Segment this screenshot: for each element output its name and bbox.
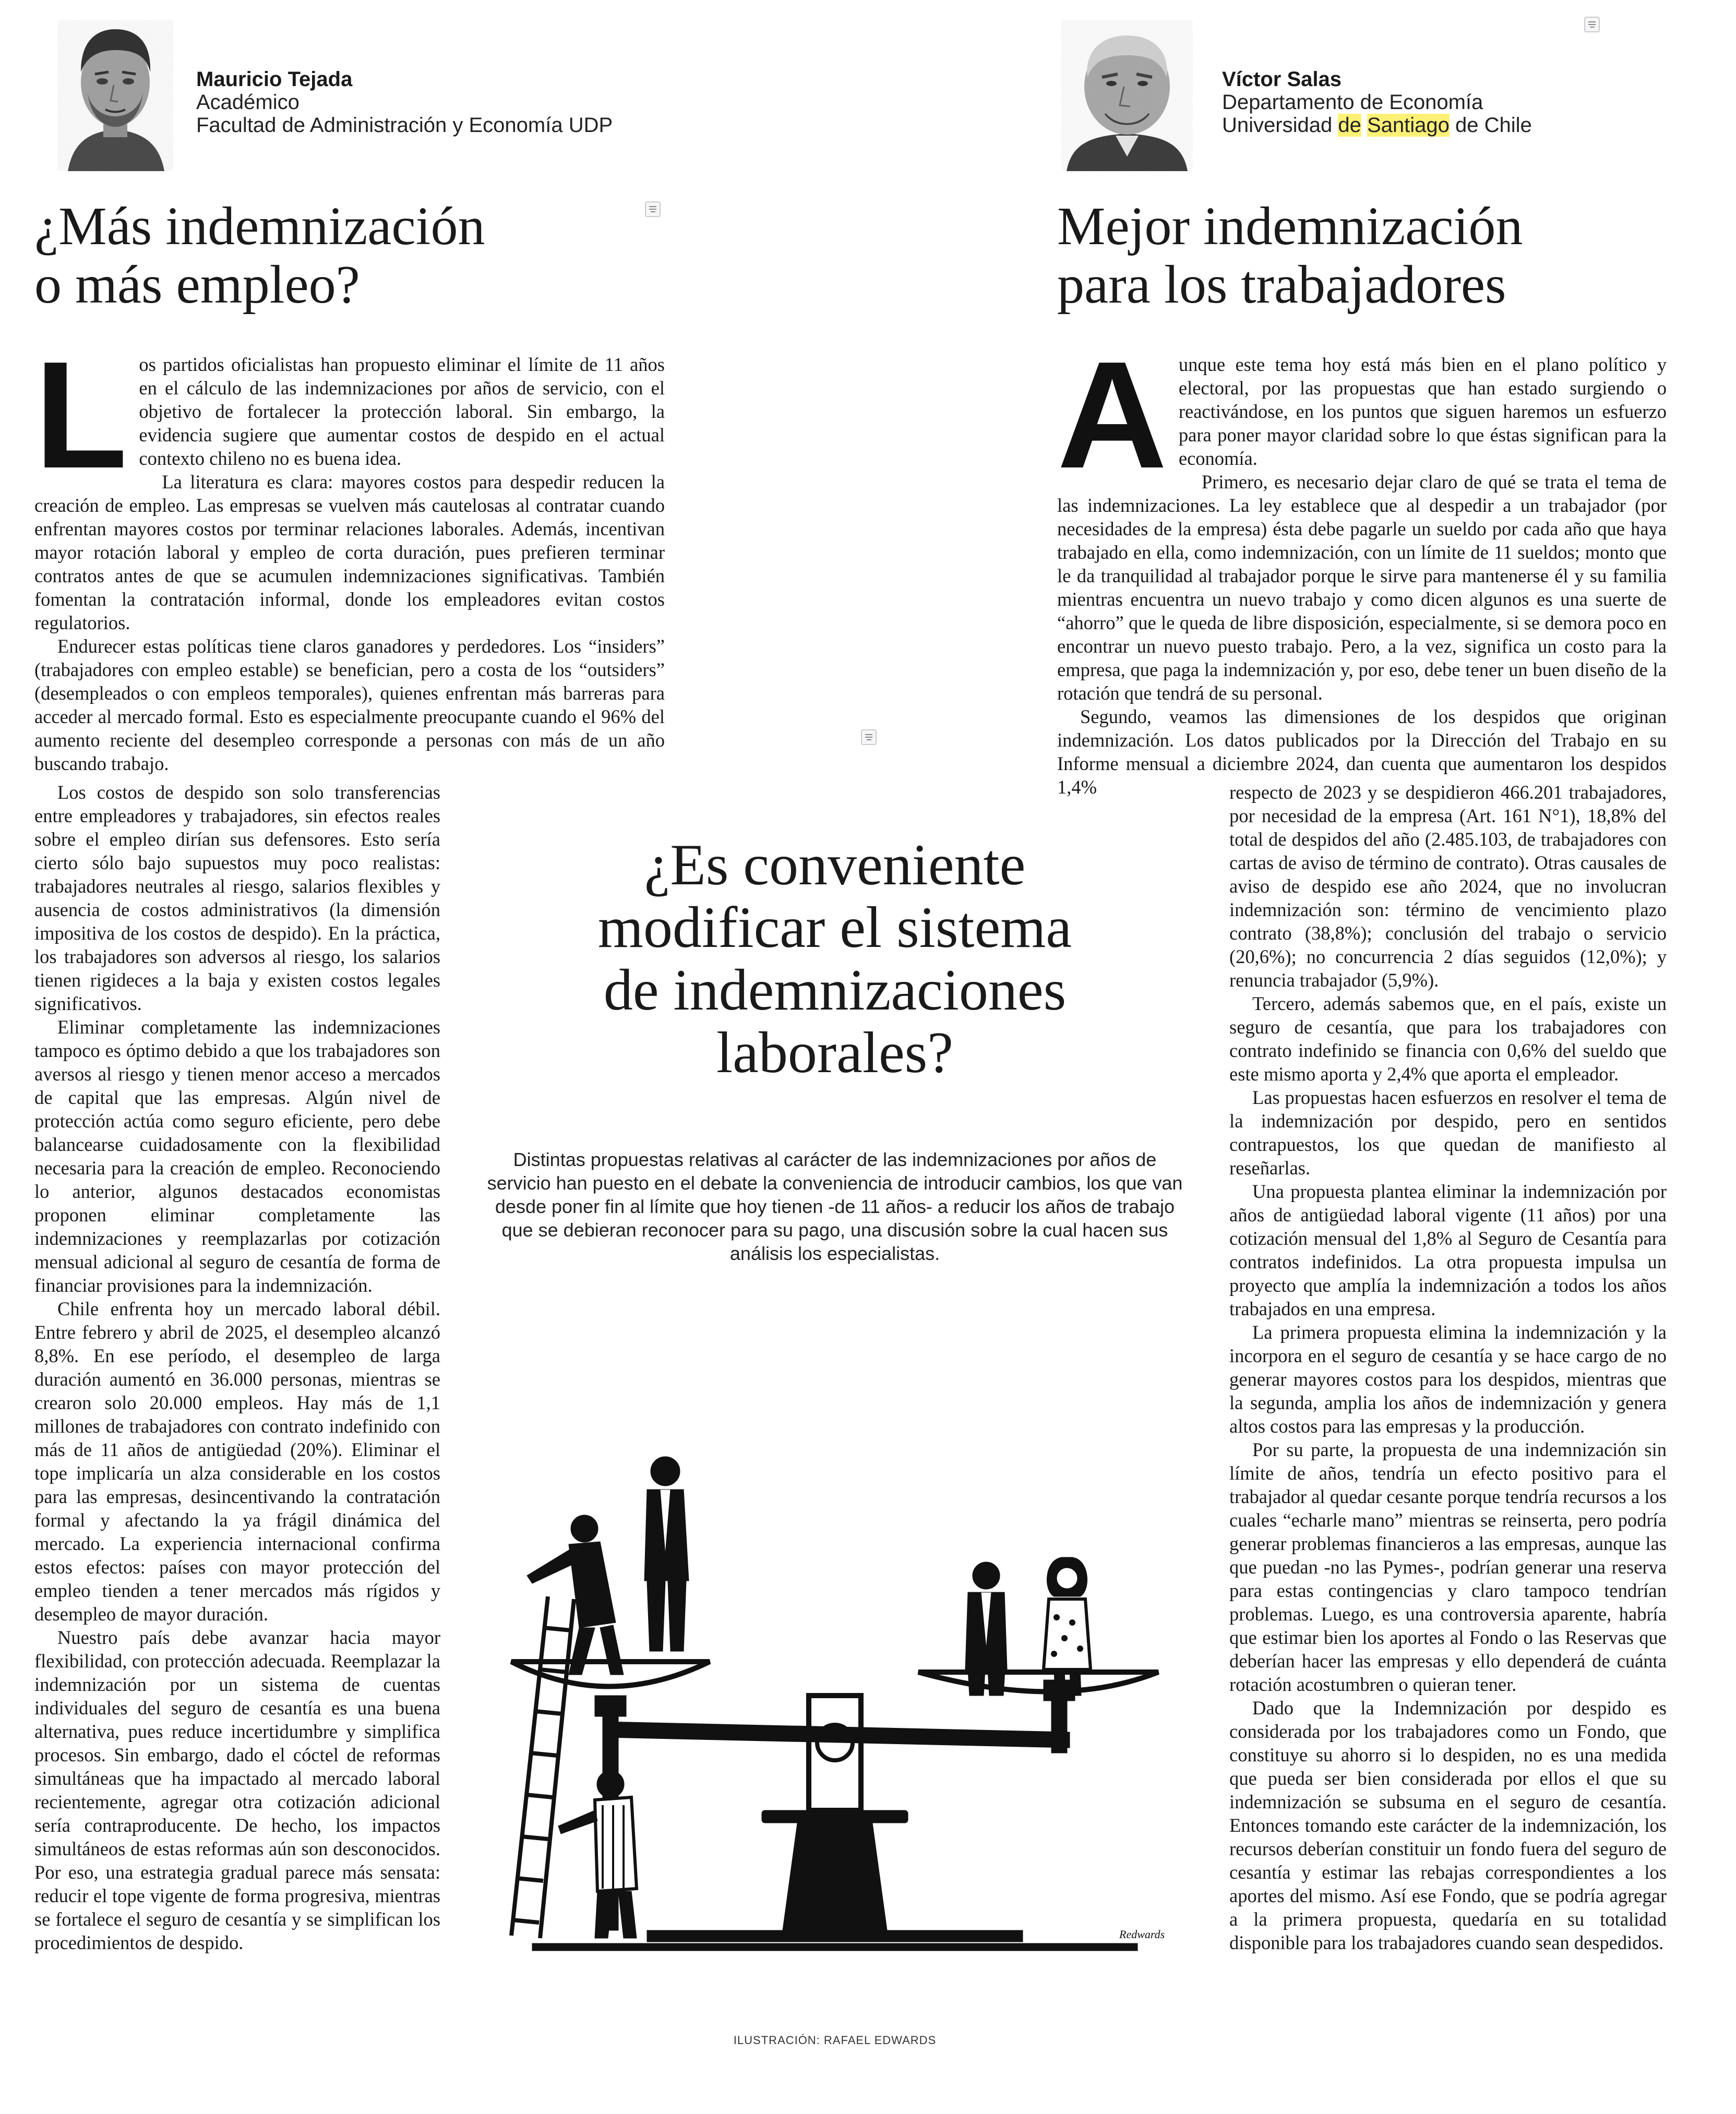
right-headline-line: para los trabajadores bbox=[1057, 255, 1506, 315]
paragraph: Dado que la Indemnización por despido es considerada por los trabajadores como un Fondo, que constituye su ahorro si lo despiden, no es una medida que pueda ser bien considerada por ellos el que su indemnización se subsuma en el seguro de cesantía. Entonces tomando este carácter de la indemnización, los recursos deberían constituir un fondo fuera del seguro de cesantía y estimar las rebajas correspondientes a los aportes del mismo. Así ese Fondo, que se podría agregar a la primera propuesta, quedaría en su totalidad disponible para los trabajadores cuando sean despedidos. bbox=[1229, 1697, 1667, 1953]
right-article-narrow bbox=[1229, 780, 1667, 1954]
paragraph: Una propuesta plantea eliminar la indemnización por años de antigüedad laboral vigente (11 años) por una cotización mensual del 1,8% al Seguro de Cesantía para contratos indefinidos. La otra propuesta impulsa un proyecto que amplía la indemnización a todos los años trabajados en una empresa. bbox=[1229, 1181, 1667, 1319]
left-headline-line: o más empleo? bbox=[34, 255, 360, 315]
author-role: Departamento de Economía bbox=[1222, 91, 1483, 114]
paragraph: La literatura es clara: mayores costos para despedir reducen la creación de empleo. Las empresas se vuelven más cautelosas al contratar cuando enfrentan mayores costos por terminar relaciones laborales. Además, incentivan mayor rotación laboral y empleo de corta duración, pues prefieren terminar contratos antes de que se acumulen indemnizaciones significativas. También fomentan la contratación informal, donde los empleadores evitan costos regulatorios. bbox=[34, 471, 665, 633]
left-headline bbox=[34, 197, 661, 314]
paragraph: Segundo, veamos las dimensiones de los despidos que originan indemnización. Los datos publicados por la Dirección del Trabajo en su Informe mensual a diciembre 2024, dan cuenta que aumentaron los despidos 1,4% bbox=[1057, 706, 1667, 798]
left-article-wide bbox=[34, 330, 665, 775]
main-question-line: laborales? bbox=[716, 1020, 953, 1085]
main-question-line: modificar el sistema bbox=[597, 895, 1072, 960]
paragraph: Endurecer estas políticas tiene claros ganadores y perdedores. Los “insiders” (trabajadores con empleo estable) se benefician, pero a costa de los “outsiders” (desempleados o con empleos temporales), quienes enfrentan más barreras para acceder al mercado formal. Esto es especialmente preocupante cuando el 96% del aumento reciente del desempleo corresponde a personas con más de un año buscando trabajo. bbox=[34, 635, 665, 774]
highlighted-text[interactable]: Santiago bbox=[1367, 114, 1450, 137]
paragraph: unque este tema hoy está más bien en el plano político y electoral, por las propuestas que han estado surgiendo o reactivándose, en los puntos que siguen haremos un esfuerzo para poner mayor claridad sobre lo que éstas significan para la economía. bbox=[1178, 354, 1667, 469]
right-article-wide bbox=[1057, 330, 1667, 799]
main-question-line: de indemnizaciones bbox=[603, 958, 1067, 1023]
dropcap: L bbox=[34, 330, 128, 500]
main-question-line: ¿Es conveniente bbox=[644, 833, 1026, 897]
left-article-narrow bbox=[34, 780, 440, 1954]
affiliation-part bbox=[1361, 114, 1367, 137]
paragraph: La primera propuesta elimina la indemnización y la incorpora en el seguro de cesantía y se hace cargo de no generar mayores costos para los despidos, mientras que la segunda, amplia los años de indemnización y genera altos costos para las empresas y la producción. bbox=[1229, 1322, 1667, 1437]
author-role: Académico bbox=[196, 91, 300, 114]
author-photo-salas bbox=[1061, 20, 1193, 171]
paragraph: Por su parte, la propuesta de una indemnización sin límite de años, tendría un efecto positivo para el trabajador al quedar cesante porque tendría recursos a los cuales “echarle mano” mientras se reinserta, pero podría generar problemas financieros a las empresas, aunque las que puedan -no las Pymes-, podrían generar una reserva para estas contingencias y claro tampoco tendrían problemas. Luego, es una controversia aparente, habría que estimar bien los aportes al Fondo o las Reservas que deberían hacer las empresas y ello dependerá de cuánta rotación acostumbren o quieran tener. bbox=[1229, 1439, 1667, 1695]
left-headline-line: ¿Más indemnización bbox=[34, 196, 485, 256]
section-intro: Distintas propuestas relativas al carácter de las indemnizaciones por años de servicio han puesto en el debate la conveniencia de introducir cambios, los que van desde poner fin al límite que hoy tienen -de 11 años- a reducir los años de trabajo que se debieran reconocer para su pago, una discusión sobre la cual hacen sus análisis los especialistas. bbox=[487, 1149, 1183, 1264]
paragraph: Chile enfrenta hoy un mercado laboral débil. Entre febrero y abril de 2025, el desempleo alcanzó 8,8%. En ese período, el desempleo de larga duración aumentó en 36.000 personas, mientras se crearon solo 20.000 empleos. Hay más de 1,1 millones de trabajadores con contrato indefinido con más de 11 años de antigüedad (20%). Eliminar el tope implicaría un alza considerable en los costos para las empresas, desincentivando la contratación formal y afectando la ya frágil dinámica del mercado. La experiencia internacional confirma estos efectos: países con mayor protección del empleo tienden a tener mercados más rígidos y desempleo de mayor duración. bbox=[34, 1298, 440, 1625]
author-affiliation bbox=[1222, 114, 1692, 137]
author-photo-tejada bbox=[57, 20, 173, 171]
illustration-credit: ILUSTRACIÓN: RAFAEL EDWARDS bbox=[733, 2034, 937, 2047]
main-question-title bbox=[470, 834, 1200, 1084]
affiliation-part: de Chile bbox=[1449, 114, 1532, 137]
author-name: Mauricio Tejada bbox=[196, 68, 353, 91]
paragraph: Tercero, además sabemos que, en el país, existe un seguro de cesantía, que para los trabajadores con contrato indefinido se financia con 0,6% del sueldo que este mismo aporta y 2,4% que aporta el empleador. bbox=[1229, 993, 1667, 1085]
affiliation-part: Universidad bbox=[1222, 114, 1338, 137]
dropcap: A bbox=[1057, 330, 1167, 500]
illustration-signature: Redwards bbox=[1119, 1928, 1165, 1941]
paragraph: os partidos oficialistas han propuesto eliminar el límite de 11 años en el cálculo de las indemnizaciones por años de servicio, con el objetivo de fortalecer la protección laboral. Sin embargo, la evidencia sugiere que aumentar costos de despido en el actual contexto chileno no es buena idea. bbox=[139, 354, 665, 469]
right-headline bbox=[1057, 197, 1709, 314]
comment-note-icon[interactable] bbox=[1584, 17, 1600, 32]
paragraph: Las propuestas hacen esfuerzos en resolver el tema de la indemnización por despido, pero en sentidos contrapuestos, los que quedan de manifiesto al reseñarlas. bbox=[1229, 1087, 1667, 1179]
paragraph: Nuestro país debe avanzar hacia mayor flexibilidad, con protección adecuada. Reemplazar la indemnización por un sistema de cuentas individuales del seguro de cesantía es una buena alternativa, pues reduce incertidumbre y simplifica procesos. Sin embargo, dado el cóctel de reformas simultáneas que ha impactado al mercado laboral recientemente, agregar otra cotización adicional sería contraproducente. De hecho, los impactos simultáneos de estas reformas aún son desconocidos. Por eso, una estrategia gradual parece más sensata: reducir el tope vigente de forma progresiva, mientras se fortalece el seguro de cesantía y se simplifican los procedimientos de despido. bbox=[34, 1627, 440, 1953]
author-affiliation: Facultad de Administración y Economía UDP bbox=[196, 114, 613, 137]
scale-illustration bbox=[490, 1450, 1179, 1972]
paragraph: Primero, es necesario dejar claro de qué se trata el tema de las indemnizaciones. La ley establece que al despedir a un trabajador (por necesidades de la empresa) ésta debe pagarle un sueldo por cada año que haya trabajado en ella, como indemnización, con un límite de 11 sueldos; monto que le da tranquilidad al trabajador porque le sirve para mantenerse él y su familia mientras encuentra un nuevo trabajo y como dicen algunos es una suerte de “ahorro” que le queda de libre disposición, especialmente, si se demora poco en encontrar un nuevo puesto trabajo. Pero, a la vez, significa un costo para la empresa, que paga la indemnización y, por eso, debe tener un buen diseño de la rotación que tendrá de su personal. bbox=[1057, 471, 1667, 704]
comment-note-icon[interactable] bbox=[861, 729, 877, 745]
paragraph: Los costos de despido son solo transferencias entre empleadores y trabajadores, sin efectos reales sobre el empleo dirían sus defensores. Esto sería cierto sólo bajo supuestos muy poco realistas: trabajadores neutrales al riesgo, salarios flexibles y ausencia de costos administrativos (la dimensión impositiva de los costos de despido). En la práctica, los trabajadores son adversos al riesgo, los salarios tienen rigideces a la baja y existen costos legales significativos. bbox=[34, 782, 440, 1014]
right-headline-line: Mejor indemnización bbox=[1057, 196, 1523, 256]
highlighted-text[interactable]: de bbox=[1338, 114, 1361, 137]
paragraph: Eliminar completamente las indemnizaciones tampoco es óptimo debido a que los trabajadores son aversos al riesgo y tienen menor acceso a mercados de capital que las empresas. Algún nivel de protección actúa como seguro eficiente, pero debe balancearse cuidadosamente con la flexibilidad necesaria para la creación de empleo. Reconociendo lo anterior, algunos destacados economistas proponen eliminar completamente las indemnizaciones y reemplazarlas por cotización mensual adicional al seguro de cesantía de forma de financiar provisiones para la indemnización. bbox=[34, 1016, 440, 1296]
paragraph: respecto de 2023 y se despidieron 466.201 trabajadores, por necesidad de la empresa (Art. 161 N°1), 18,8% del total de despidos del año (2.485.103, de trabajadores con cartas de aviso de término de contrato). Otras causales de aviso de despido ese año 2024, que no involucran indemnización son: término de vencimiento plazo contrato (38,8%); conclusión del trabajo o servicio (20,6%); no concurrencia 2 días seguidos (12,0%); y renuncia trabajador (5,9%). bbox=[1229, 782, 1667, 991]
author-name: Víctor Salas bbox=[1222, 68, 1342, 91]
comment-note-icon[interactable] bbox=[645, 201, 661, 217]
